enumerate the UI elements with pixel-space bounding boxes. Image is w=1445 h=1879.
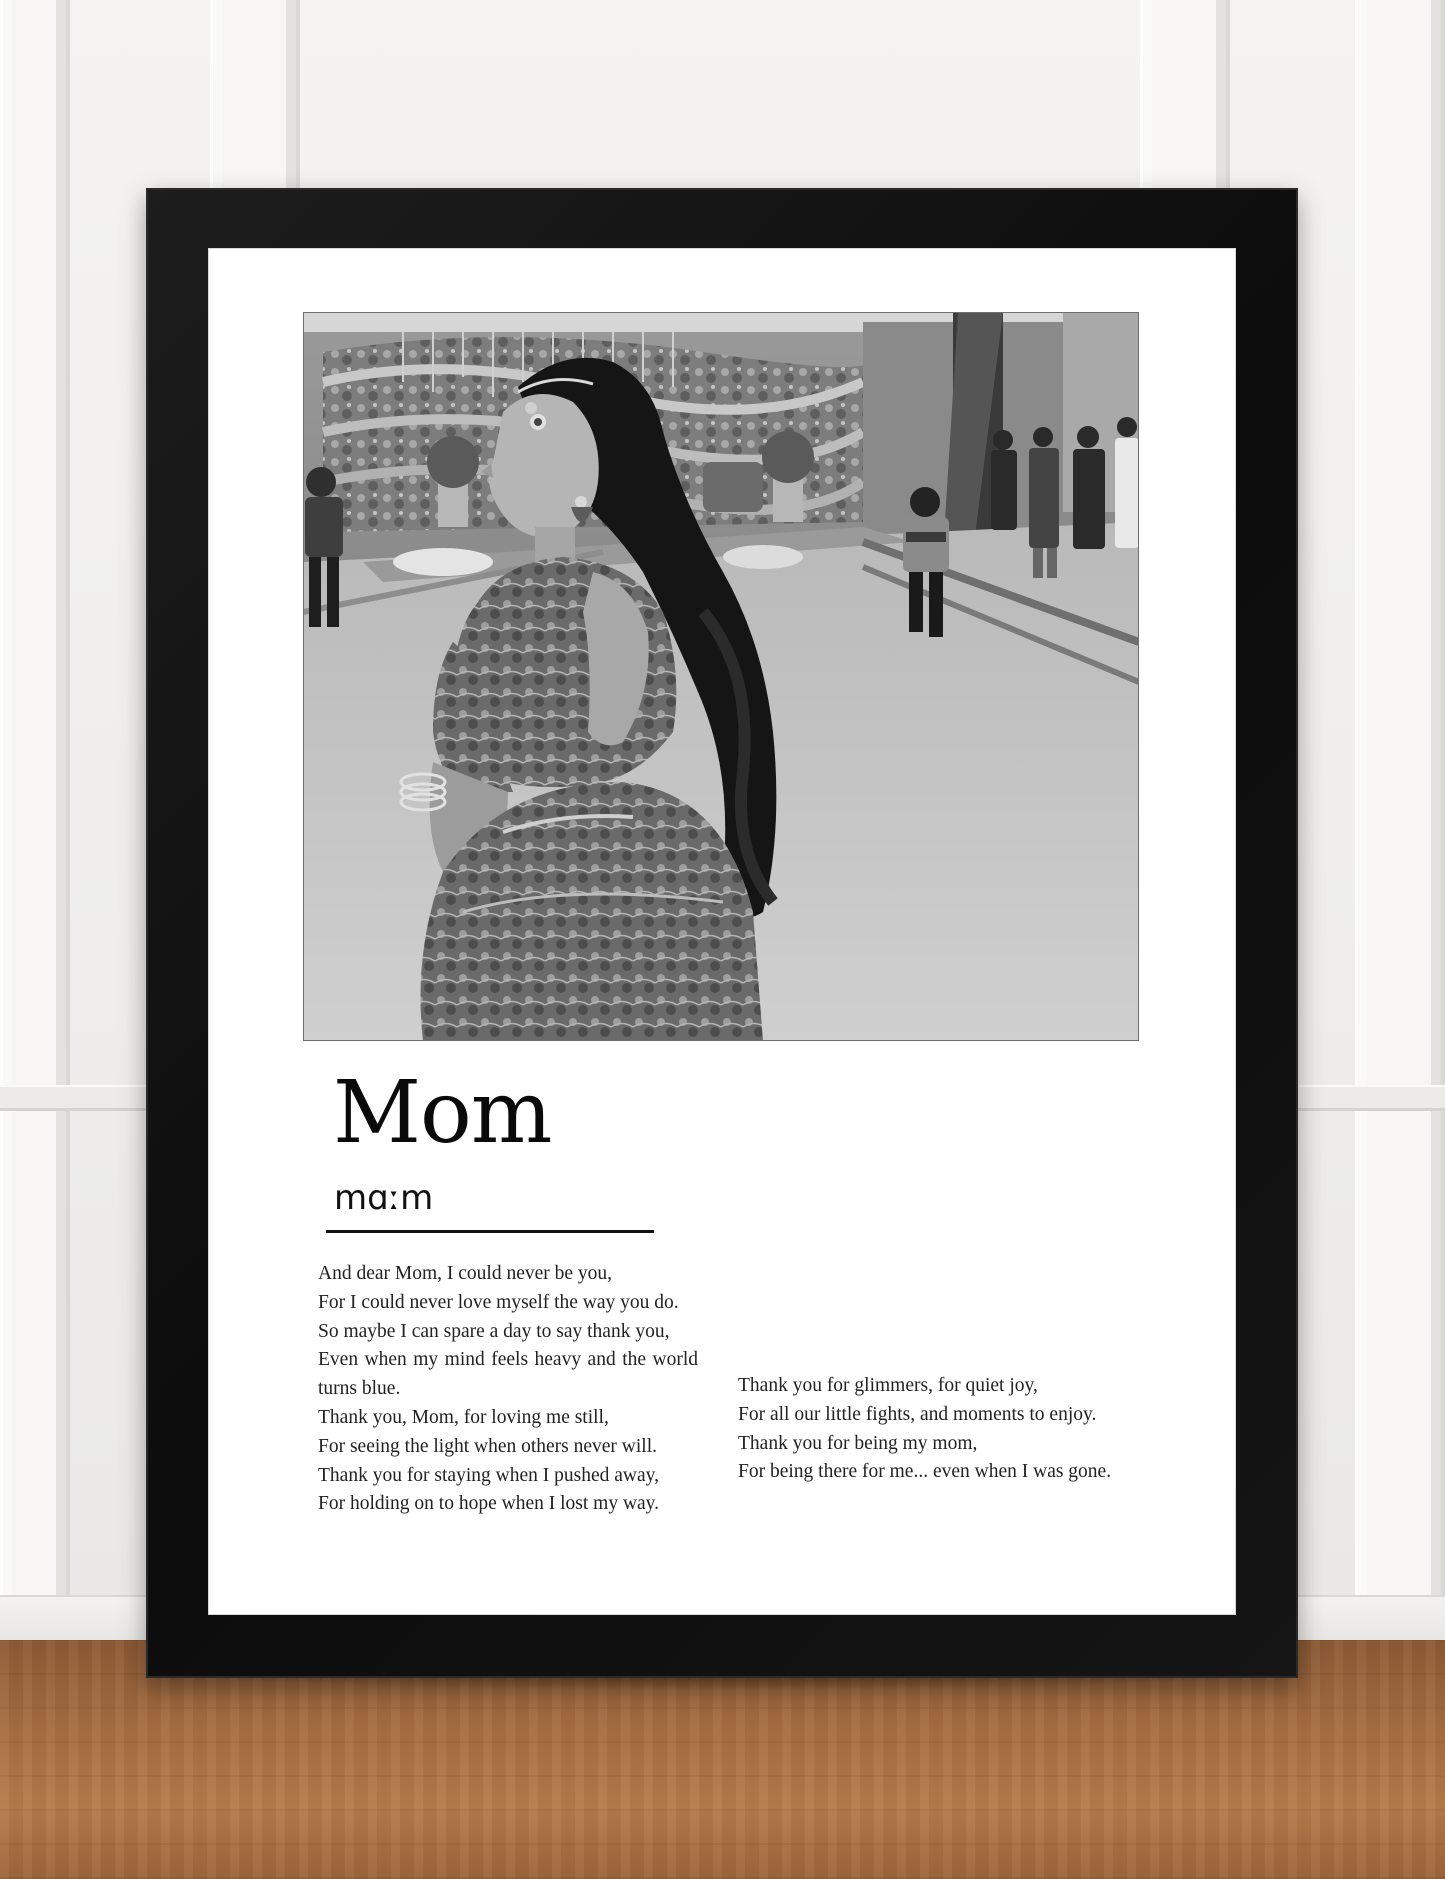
poem-line: For I could never love myself the way you do.	[318, 1291, 679, 1313]
picture-frame	[146, 188, 1298, 1678]
poem-line: For seeing the light when others never will.	[318, 1435, 658, 1457]
poem-line: Thank you for being my mom,	[738, 1432, 978, 1454]
wall-panel-right	[1355, 0, 1445, 1640]
poem-line: Thank you, Mom, for loving me still,	[318, 1406, 609, 1428]
photo-mother-portrait	[303, 312, 1139, 1041]
poem-left-column	[318, 1260, 698, 1519]
pronunciation: mɑːm	[334, 1178, 434, 1218]
poem-line: Thank you for glimmers, for quiet joy,	[738, 1375, 1038, 1396]
poster-mat	[208, 248, 1236, 1615]
poem-line: Thank you for staying when I pushed away,	[318, 1464, 659, 1486]
poem-line: For being there for me... even when I was gone.	[738, 1461, 1112, 1483]
poster-title: Mom	[333, 1063, 552, 1163]
poem-right-column	[738, 1372, 1158, 1487]
photo-illustration	[303, 312, 1139, 1041]
poem-line: And dear Mom, I could never be you,	[318, 1263, 613, 1284]
poem-line: For holding on to hope when I lost my way.	[318, 1493, 660, 1515]
poem-line: So maybe I can spare a day to say thank you,	[318, 1320, 670, 1342]
divider-rule	[326, 1230, 654, 1233]
poem-line: Even when my mind feels heavy and the world turns blue.	[318, 1349, 698, 1400]
wall-panel-left	[0, 0, 70, 1640]
poem-line: For all our little fights, and moments to enjoy.	[738, 1403, 1097, 1425]
